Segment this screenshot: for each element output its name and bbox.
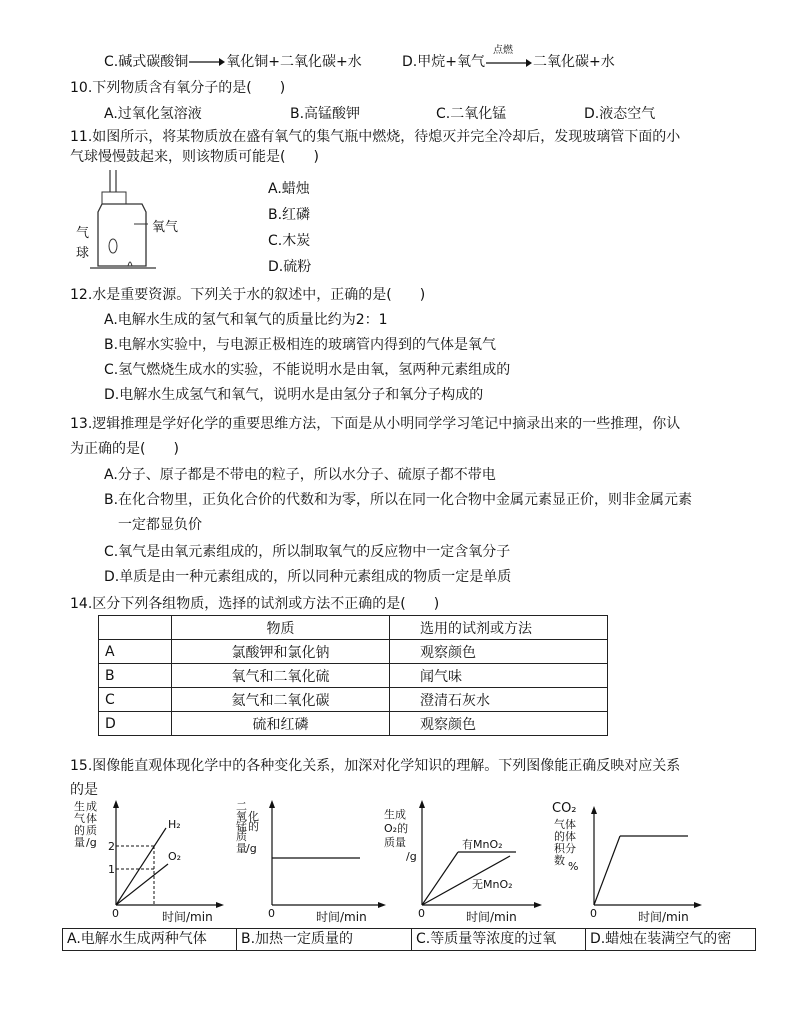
graph-c-ylabel-2: O₂的 <box>384 822 409 835</box>
table-cell: 观察颜色 <box>390 640 608 664</box>
table-header-cell: 物质 <box>172 616 390 640</box>
graph-c <box>378 800 548 929</box>
q13-option-d: D.单质是由一种元素组成的，所以同种元素组成的物质一定是单质 <box>104 569 512 585</box>
q15-caption-c: C.等质量等浓度的过氧 <box>412 929 586 950</box>
q13-option-b-line1: B.在化合物里，正负化合价的代数和为零，所以在同一化合物中金属元素显正价，则非金属元素 <box>104 492 693 508</box>
q11-stem-line2: 气球慢慢鼓起来，则该物质可能是( ) <box>70 149 319 165</box>
table-cell: 氧气和二氧化硫 <box>172 664 390 688</box>
q12-option-d: D.电解水生成氢气和氧气，说明水是由氢分子和氧分子构成的 <box>104 387 484 403</box>
table-row <box>99 688 608 712</box>
graph-c-plot <box>378 800 548 925</box>
graph-a-ylabel-2: 成 <box>86 800 97 813</box>
graph-a-plot <box>70 800 230 925</box>
graph-d-ylabel-1: 气体 <box>554 818 576 831</box>
q9-c-left: C.碱式碳酸铜 <box>104 54 189 70</box>
table-cell: 澄清石灰水 <box>390 688 608 712</box>
q9-option-d <box>402 45 615 72</box>
graph-b-ylabel-2: 氧 <box>236 810 247 823</box>
graph-c-xlabel: 时间/min <box>466 910 517 924</box>
table-header-cell <box>99 616 172 640</box>
q11-option-c: C.木炭 <box>268 233 311 249</box>
graph-d-xlabel: 时间/min <box>638 910 689 924</box>
q10-option-a: A.过氧化氢溶液 <box>104 106 202 122</box>
q15-caption-b: B.加热一定质量的 <box>237 929 412 950</box>
table-header-cell: 选用的试剂或方法 <box>390 616 608 640</box>
arrow-icon <box>485 58 533 68</box>
graph-a-origin: 0 <box>112 907 119 920</box>
graph-b-ylabel-3: 化 <box>248 810 259 823</box>
graph-d-plot <box>548 800 708 925</box>
q10-option-b: B.高锰酸钾 <box>290 106 361 122</box>
graph-b-ylabel-6: 质 <box>236 830 247 843</box>
oxygen-label: 氧气 <box>152 220 179 235</box>
q10-option-d: D.液态空气 <box>584 106 656 122</box>
table-cell: C <box>99 688 172 712</box>
q15-caption-a: A.电解水生成两种气体 <box>63 929 237 950</box>
graph-c-ylabel-3: 质量 <box>384 836 406 849</box>
graph-c-series-with: 有MnO₂ <box>462 838 503 851</box>
graph-b-ylabel-5: 的 <box>248 820 259 833</box>
table-cell: D <box>99 712 172 736</box>
graph-a-tick-2: 2 <box>108 840 115 853</box>
graph-c-origin: 0 <box>418 907 425 920</box>
q15-caption-row <box>62 928 756 951</box>
graph-d <box>548 800 708 929</box>
graph-a-xlabel: 时间/min <box>162 910 213 924</box>
graph-a-tick-1: 1 <box>108 863 115 876</box>
graph-d-ylabel-4: 数 <box>554 854 565 867</box>
q11-option-a: A.蜡烛 <box>268 181 310 197</box>
graph-b-ylabel-4: 锰 <box>236 820 247 833</box>
graph-b-ylabel-1: 二 <box>236 800 247 813</box>
table-row <box>99 712 608 736</box>
balloon-label-1: 气 <box>76 226 90 241</box>
q9-option-c <box>104 52 362 72</box>
q13-option-c: C.氧气是由氧元素组成的，所以制取氧气的反应物中一定含氧分子 <box>104 544 511 560</box>
graph-d-origin: 0 <box>590 907 597 920</box>
graph-b-ylabel-8: /g <box>246 842 257 855</box>
q14-stem: 14.区分下列各组物质，选择的试剂或方法不正确的是( ) <box>70 596 440 612</box>
graph-c-series-without: 无MnO₂ <box>472 878 513 891</box>
graph-b-xlabel: 时间/min <box>316 910 367 924</box>
table-row <box>99 640 608 664</box>
gas-jar-figure <box>68 166 178 276</box>
graph-a-ylabel-8: /g <box>86 836 97 849</box>
graph-b-origin: 0 <box>268 907 275 920</box>
table-cell: 硫和红磷 <box>172 712 390 736</box>
table-cell: 观察颜色 <box>390 712 608 736</box>
q15-caption-d: D.蜡烛在装满空气的密 <box>590 931 732 947</box>
q15-stem-line1: 15.图像能直观体现化学中的各种变化关系，加深对化学知识的理解。下列图像能正确反映对应关系 <box>70 758 681 774</box>
graph-d-ylabel-3: 积分 <box>554 842 576 855</box>
q11-option-d: D.硫粉 <box>268 259 312 275</box>
table-cell: B <box>99 664 172 688</box>
table-header-row <box>99 616 608 640</box>
graph-a-series-h2: H₂ <box>168 818 181 831</box>
q9-d-right: 二氧化碳+水 <box>532 54 615 70</box>
q15-stem-line2: 的是 <box>70 782 98 798</box>
graph-a-ylabel-1: 生 <box>74 800 85 813</box>
table-cell: 闻气味 <box>390 664 608 688</box>
balloon-label-2: 球 <box>76 246 90 261</box>
q11-option-b: B.红磷 <box>268 207 311 223</box>
table-cell: A <box>99 640 172 664</box>
table-cell: 氯酸钾和氯化钠 <box>172 640 390 664</box>
graph-a-ylabel-3: 气 <box>74 812 85 825</box>
q9-d-left: D.甲烷+氧气 <box>402 54 485 70</box>
q12-option-c: C.氢气燃烧生成水的实验，不能说明水是由氧，氢两种元素组成的 <box>104 362 511 378</box>
q11-stem-line1: 11.如图所示，将某物质放在盛有氧气的集气瓶中燃烧，待熄灭并完全冷却后，发现玻璃管下面的小 <box>70 129 681 145</box>
graph-b-plot <box>232 800 392 925</box>
q13-stem-line2: 为正确的是( ) <box>70 441 179 457</box>
arrow-icon <box>188 57 226 67</box>
q10-stem: 10.下列物质含有氧分子的是( ) <box>70 80 286 96</box>
graph-a-ylabel-4: 体 <box>86 812 97 825</box>
q12-stem: 12.水是重要资源。下列关于水的叙述中，正确的是( ) <box>70 287 426 303</box>
q12-option-b: B.电解水实验中，与电源正极相连的玻璃管内得到的气体是氧气 <box>104 337 497 353</box>
graph-c-ylabel-4: /g <box>406 850 417 863</box>
graph-a <box>70 800 230 929</box>
graph-a-ylabel-5: 的 <box>74 824 85 837</box>
graph-b-ylabel-7: 量 <box>236 842 247 855</box>
q13-option-b-line2: 一定都显负价 <box>118 517 202 533</box>
q12-option-a: A.电解水生成的氢气和氧气的质量比约为2：1 <box>104 312 388 328</box>
q13-stem-line1: 13.逻辑推理是学好化学的重要思维方法，下面是从小明同学学习笔记中摘录出来的一些推理，你认 <box>70 416 681 432</box>
q9-c-right: 氧化铜+二氧化碳+水 <box>226 54 362 70</box>
graph-d-ylabel-2: 的体 <box>554 830 576 843</box>
table-row <box>99 664 608 688</box>
graph-d-ylabel-top: CO₂ <box>552 801 577 816</box>
table-cell: 氦气和二氧化碳 <box>172 688 390 712</box>
graph-c-ylabel-1: 生成 <box>384 808 406 821</box>
q10-option-c: C.二氧化锰 <box>436 106 507 122</box>
graph-d-ylabel-5: % <box>568 860 579 873</box>
graph-a-series-o2: O₂ <box>168 850 182 863</box>
q9-d-condition: 点燃 <box>492 45 513 56</box>
graph-a-ylabel-7: 量 <box>74 836 85 849</box>
q13-option-a: A.分子、原子都是不带电的粒子，所以水分子、硫原子都不带电 <box>104 467 496 483</box>
q14-table <box>98 615 608 736</box>
graph-b <box>232 800 392 929</box>
graph-a-ylabel-6: 质 <box>86 824 97 837</box>
condition-arrow <box>485 45 533 72</box>
